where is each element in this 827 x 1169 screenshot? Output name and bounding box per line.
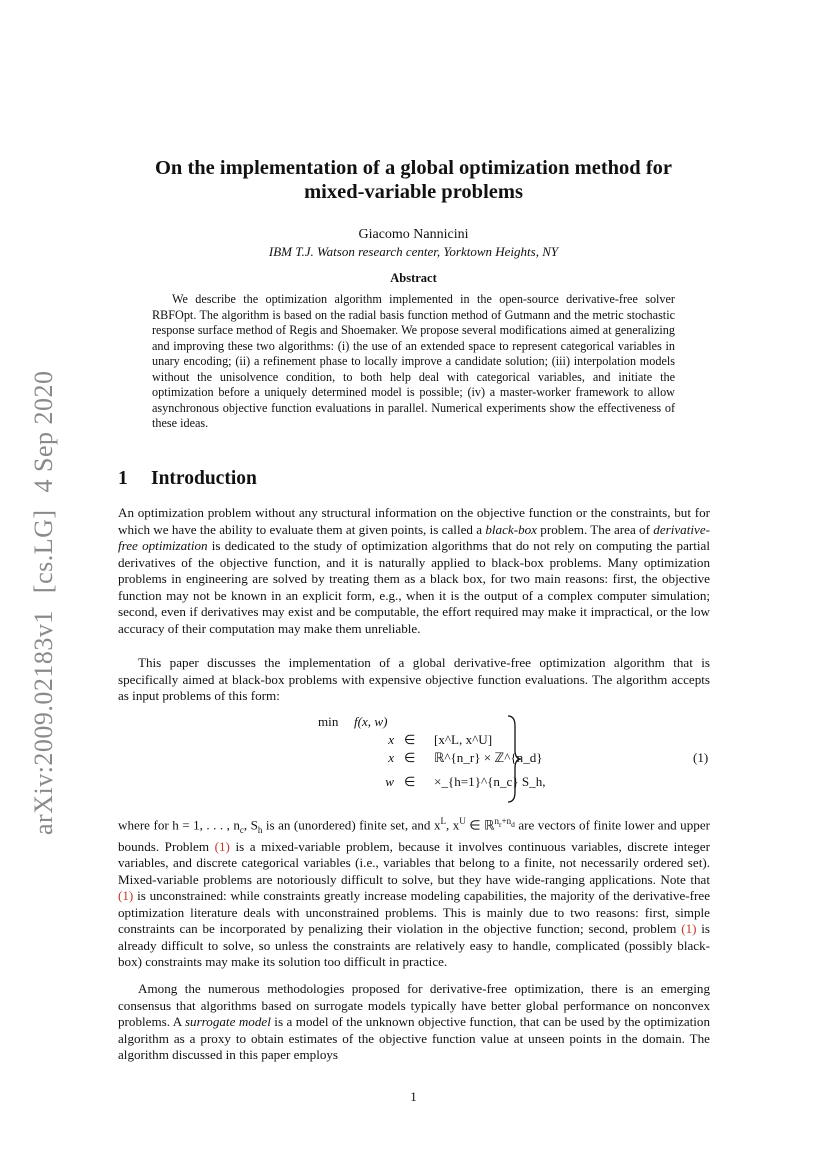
p1-text-c: is dedicated to the study of optimization algorithms that do not rely on computing the partial derivatives of the objective function, and it is naturally applied to black-box problems. Many optimization problems in engineering are solved by treating them as a black box, for two main reasons: first, the objective function may not be known in an explicit form, e.g., when it is the output of a complex computer simulation; second, even if derivatives may exist and be computable, the effort required may make it impractical, or the low accuracy of their computation may make them unreliable. (118, 538, 710, 636)
p3-text-i: is already difficult to solve, so unless the constraints are relatively easy to handle, complicated (possibly black-box) constraints may make its solution too difficult in practice. (118, 921, 710, 970)
intro-paragraph-3: where for h = 1, . . . , $n_c$, $S_h$ is an (unordered) finite set, and $x^L$, $x^U$ ∈ ℝ$^{n_r+n_d}$ are vectors of finite lower and upper bounds. Problem (1) is a mixed-variable problem, because it involves continuous variables, discrete integer variables, and discrete categorical variables (i.e., variables that belong to a finite, not necessarily ordered set). Mixed-variable problems are notoriously difficult to solve, but they have wide-ranging applications. Note that (1) is unconstrained: while constraints greatly increase modeling capabilities, the majority of the derivative-free optimization literature deals with unconstrained problems. This is mainly due to two reasons: first, simple constraints can be incorporated by penalizing their violation in the objective function; second, problem (1) is already difficult to solve, so unless the constraints are relatively easy to handle, complicated (possibly black-box) constraints may make its solution too difficult in practice. (118, 816, 710, 970)
p3-text-g: is a mixed-variable problem, because it involves continuous variables, discrete integer variables, and discrete categorical variables (i.e., variables that belong to a finite, not necessarily ordered set). Mixed-variable problems are notoriously difficult to solve, but they have wide-ranging applications. Note that (118, 838, 710, 887)
p4-emphasis-surrogate-model: surrogate model (184, 1014, 271, 1030)
right-brace-icon (506, 714, 522, 804)
p4-text-b: is a model of the unknown objective function, that can be used by the optimization algorithm as a proxy to obtain estimates of the objective function value at unseen points in the domain. The algorithm discussed in this paper employs (118, 1014, 710, 1063)
p4-text-a: Among the numerous methodologies proposed for derivative-free optimization, there is an emerging consensus that algorithms based on surrogate models typically have better global performance on nonconvex problems. A (118, 981, 710, 1030)
arxiv-category: [cs.LG] (29, 509, 58, 594)
p3-text-h: is unconstrained: while constraints greatly increase modeling capabilities, the majority of the derivative-free optimization literature deals with unconstrained problems. This is mainly due to two reasons: first, simple constraints can be incorporated by penalizing their violation in the objective function; second, problem (118, 888, 710, 937)
constraint-3-lhs: w (385, 774, 394, 789)
equation-ref-link[interactable]: (1) (118, 888, 134, 904)
section-title: Introduction (151, 468, 257, 489)
arxiv-id: arXiv:2009.02183v1 (29, 610, 58, 835)
intro-paragraph-1 (118, 505, 710, 637)
arxiv-identifier-stamp[interactable] (24, 370, 64, 835)
intro-paragraph-2: This paper discusses the implementation of a global derivative-free optimization algorithm that is specifically aimed at black-box problems with expensive objective function evaluations. The algorithm accepts as input problems of this form: (118, 655, 710, 704)
author-name: Giacomo Nannicini (358, 227, 469, 242)
equation-label: (1) (693, 750, 709, 765)
equation-ref-link[interactable]: (1) (681, 921, 697, 937)
p3-text-b: , S (243, 817, 258, 833)
p3-text-f: are vectors of finite lower and upper bounds. Problem (118, 817, 710, 854)
constraint-1-rel: ∈ (404, 732, 416, 747)
equation-1 (118, 714, 710, 806)
title-line-1: On the implementation of a global optimization method for (154, 157, 673, 179)
equation-min: min (318, 714, 339, 729)
page-number: 1 (410, 1089, 417, 1104)
p3-text-a: where for h = 1, . . . , n (118, 817, 240, 833)
p1-text-b: problem. The area of (537, 521, 654, 537)
constraint-2-rhs: ℝ^{n_r} × ℤ^{n_d} (434, 750, 543, 765)
constraint-2-lhs: x (388, 750, 394, 765)
constraint-1-rhs: [x^L, x^U] (434, 732, 493, 747)
section-number: 1 (118, 468, 128, 489)
title-line-2: mixed-variable problems (304, 181, 523, 203)
constraint-1-lhs: x (388, 732, 394, 747)
constraint-3-rel: ∈ (404, 774, 416, 789)
constraint-3-rhs: ×_{h=1}^{n_c} S_h, (434, 774, 546, 789)
p3-text-d: , x (446, 817, 460, 833)
p1-emphasis-black-box: black-box (485, 521, 537, 537)
intro-paragraph-4 (118, 981, 710, 1064)
constraint-2-rel: ∈ (404, 750, 416, 765)
abstract-text: We describe the optimization algorithm implemented in the open-source derivative-free solver RBFOpt. The algorithm is based on the radial basis function method of Gutmann and the metric stochastic response surface method of Regis and Shoemaker. We propose several modifications aimed at generalizing and improving these two algorithms: (i) the use of an extended space to represent categorical variables in unary encoding; (ii) a refinement phase to locally improve a candidate solution; (iii) interpolation models without the unisolvence condition, to both help deal with categorical variables, and initiate the optimization before a uniquely determined model is possible; (iv) a master-worker framework to allow asynchronous objective function evaluations in parallel. Numerical experiments show the effectiveness of these ideas. (152, 292, 675, 431)
p1-text-a: An optimization problem without any structural information on the objective function or the constraints, but for which we have the ability to evaluate them at given points, is called a (118, 505, 710, 537)
p3-text-c: is an (unordered) finite set, and x (262, 817, 441, 833)
section-heading (118, 468, 257, 490)
equation-ref-link[interactable]: (1) (214, 838, 230, 854)
p1-emphasis-dfo: derivative-free optimization (118, 521, 710, 554)
paper-title (100, 156, 727, 204)
abstract-heading: Abstract (390, 271, 437, 285)
author-affiliation: IBM T.J. Watson research center, Yorktown Heights, NY (268, 244, 559, 259)
arxiv-date: 4 Sep 2020 (29, 370, 58, 493)
equation-objective: f(x, w) (354, 714, 388, 729)
p3-text-e: ∈ ℝ (465, 817, 495, 833)
